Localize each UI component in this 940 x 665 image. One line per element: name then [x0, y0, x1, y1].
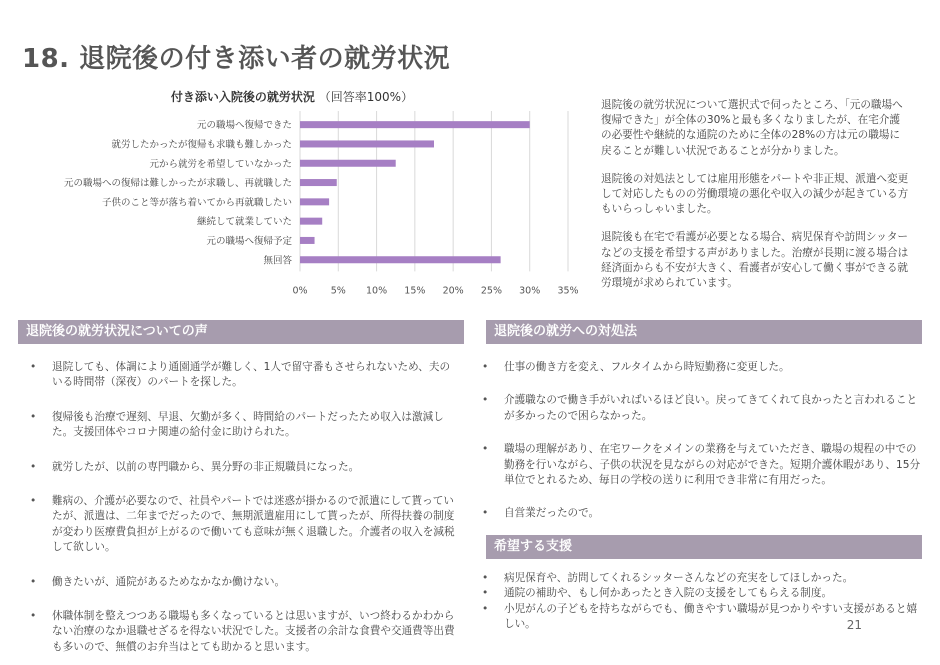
measure-item: • 職場の理解があり、在宅ワークをメインの業務を与えていただき、職場の規程の中での勤務を行いながら、子供の状況を見ながらの対応ができた。短期介護休暇があり、15分単位でとれるため、毎日の学校の送りに利用でき非常に有用だった。 [482, 442, 924, 488]
x-tick-label: 25% [480, 285, 502, 297]
bar [300, 256, 501, 263]
support-item: • 小児がんの子どもを持ちながらでも、働きやすい職場が見つかりやすい支援があると嬉しい。 [482, 602, 924, 633]
page-title: 18. 退院後の付き添い者の就労状況 [22, 44, 451, 74]
bar [300, 140, 434, 147]
chart-grid [300, 111, 568, 271]
x-tick-label: 5% [330, 285, 346, 297]
measures-list [482, 360, 924, 540]
x-tick-label: 15% [404, 285, 426, 297]
bar [300, 237, 315, 244]
voice-item: • 復帰後も治療で遅刻、早退、欠勤が多く、時間給のパートだったため収入は激減した。支援団体やコロナ関連の給付金に助けられた。 [30, 410, 458, 441]
x-tick-label: 35% [557, 285, 579, 297]
voice-item: • 休職体制を整えつつある職場も多くなっているとは思いますが、いつ終わるかわからない治療のなか退職せざるを得ない状況でした。支援者の余計な食費や交通費等出費も多いので、無償のお弁当はとても助かると思います。 [30, 609, 458, 655]
support-item: • 病児保育や、訪問してくれるシッターさんなどの充実をしてほしかった。 [482, 571, 924, 586]
voice-item: • 就労したが、以前の専門職から、異分野の非正規職員になった。 [30, 460, 458, 475]
summary-paragraph-3: 退院後も在宅で看護が必要となる場合、病児保育や訪問シッターなどの支援を希望する声がありました。治療が長期に渡る場合は経済面からも不安が大きく、看護者が安心して働く事ができる就労環境が求められています。 [601, 231, 909, 290]
x-tick-label: 10% [366, 285, 388, 297]
voices-list [30, 360, 458, 655]
bar [300, 121, 530, 128]
chart-tick-labels [292, 285, 578, 296]
summary-paragraph-2: 退院後の対処法としては雇用形態をパートや非正規、派遣へ変更して対応したものの労働環境の悪化や収入の減少が起きている方もいらっしゃいました。 [601, 172, 909, 216]
x-tick-label: 30% [519, 285, 541, 297]
category-label: 元の職場への復帰は難しかったが求職し、再就職した [63, 178, 292, 190]
measure-item: • 介護職なので働き手がいればいるほど良い。戻ってきてくれて良かったと言われることが多かったので困らなかった。 [482, 393, 924, 424]
bar [300, 160, 396, 167]
chart-title-main: 付き添い入院後の就労状況 [170, 90, 315, 104]
bar [300, 179, 337, 186]
chart-subtitle: （回答率100%） [318, 90, 414, 104]
support-header: 希望する支援 [486, 535, 922, 559]
measure-item: • 仕事の働き方を変え、フルタイムから時短勤務に変更した。 [482, 360, 924, 375]
bar [300, 198, 329, 205]
category-label: 元の職場へ復帰予定 [206, 235, 292, 247]
voice-item: • 退院しても、体調により通園通学が難しく、1人で留守番もさせられないため、夫のいる時間帯（深夜）のパートを探した。 [30, 360, 458, 391]
category-label: 無回答 [263, 255, 292, 267]
x-tick-label: 20% [442, 285, 464, 297]
measures-header: 退院後の就労への対処法 [486, 320, 922, 344]
chart-category-labels [64, 119, 293, 266]
category-label: 元の職場へ復帰できた [196, 120, 292, 132]
voices-header: 退院後の就労状況についての声 [18, 320, 464, 344]
chart-title [142, 88, 442, 105]
category-label: 元から就労を希望していなかった [149, 158, 292, 170]
bar [300, 218, 322, 225]
measure-item: • 自営業だったので。 [482, 506, 924, 521]
x-tick-label: 0% [292, 285, 308, 297]
support-item: • 通院の補助や、もし何かあったとき入院の支援をしてもらえる制度。 [482, 586, 924, 601]
employment-bar-chart [0, 105, 585, 300]
summary-text [601, 98, 909, 304]
voice-item: • 難病の、介護が必要なので、社員やパートでは迷惑が掛かるので派遣にして貰っていたが、派遣は、二年までだったので、無期派遣雇用にして貰ったが、所得扶養の制度が変わり医療費負担が上がるので働いても意味が無く退職した。介護者の収入を減税して欲しい。 [30, 494, 458, 556]
summary-paragraph-1: 退院後の就労状況について選択式で伺ったところ、「元の職場へ復帰できた」が全体の30%と最も多くなりましたが、在宅介護の必要性や継続的な通院のために全体の28%の方は元の職場に戻ることが難しい状況であることが分かりました。 [601, 99, 903, 157]
category-label: 子供のこと等が落ち着いてから再就職したい [101, 197, 292, 209]
voice-item: • 働きたいが、通院があるためなかなか働けない。 [30, 575, 458, 590]
page-number: 21 [846, 618, 862, 632]
category-label: 就労したかったが復帰も求職も難しかった [111, 139, 292, 151]
category-label: 継続して就業していた [196, 216, 292, 228]
